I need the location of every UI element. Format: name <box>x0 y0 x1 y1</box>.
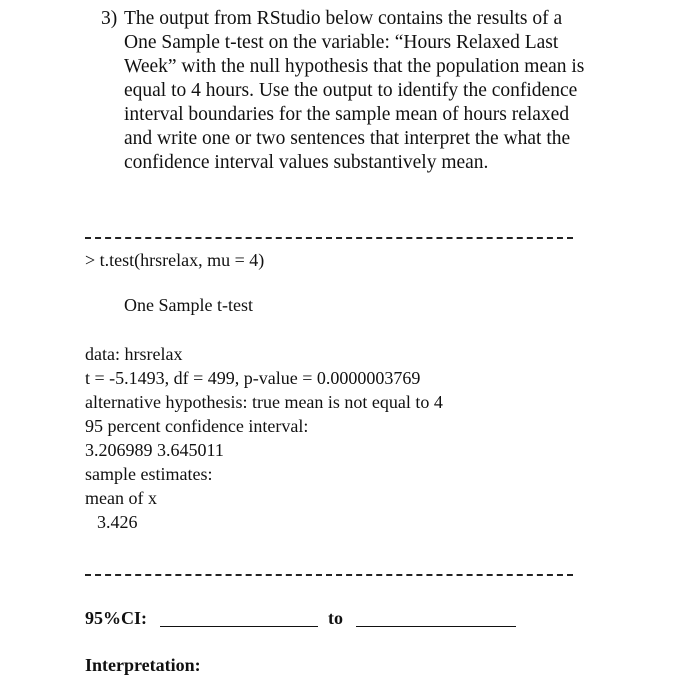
r-estimate-label: mean of x <box>85 488 157 508</box>
r-ci-values: 3.206989 3.645011 <box>85 440 224 460</box>
ci-lower-blank[interactable] <box>160 626 318 627</box>
r-stats-line: t = -5.1493, df = 499, p-value = 0.0000003769 <box>85 368 421 388</box>
interpretation-label: Interpretation: <box>85 655 201 675</box>
bottom-dashed-divider <box>85 574 573 576</box>
r-alternative-line: alternative hypothesis: true mean is not equal to 4 <box>85 392 443 412</box>
question-line: Week” with the null hypothesis that the population mean is <box>124 56 585 77</box>
question-line: equal to 4 hours. Use the output to identify the confidence <box>124 80 578 101</box>
question-line: interval boundaries for the sample mean of hours relaxed <box>124 104 570 125</box>
ci-to-label: to <box>328 608 343 628</box>
r-ci-header: 95 percent confidence interval: <box>85 416 309 436</box>
question-line: confidence interval values substantively mean. <box>124 152 489 173</box>
top-dashed-divider <box>85 237 573 239</box>
r-estimate-value: 3.426 <box>97 512 138 532</box>
ci-upper-blank[interactable] <box>356 626 516 627</box>
r-estimates-header: sample estimates: <box>85 464 213 484</box>
r-data-line: data: hrsrelax <box>85 344 183 364</box>
r-test-title: One Sample t-test <box>124 295 253 315</box>
r-command: > t.test(hrsrelax, mu = 4) <box>85 250 265 270</box>
question-number: 3) <box>101 8 118 29</box>
question-line: One Sample t-test on the variable: “Hours Relaxed Last <box>124 32 559 53</box>
question-line: The output from RStudio below contains the results of a <box>124 8 563 29</box>
question-line: and write one or two sentences that interpret the what the <box>124 128 571 149</box>
ci-answer-label: 95%CI: <box>85 608 147 628</box>
